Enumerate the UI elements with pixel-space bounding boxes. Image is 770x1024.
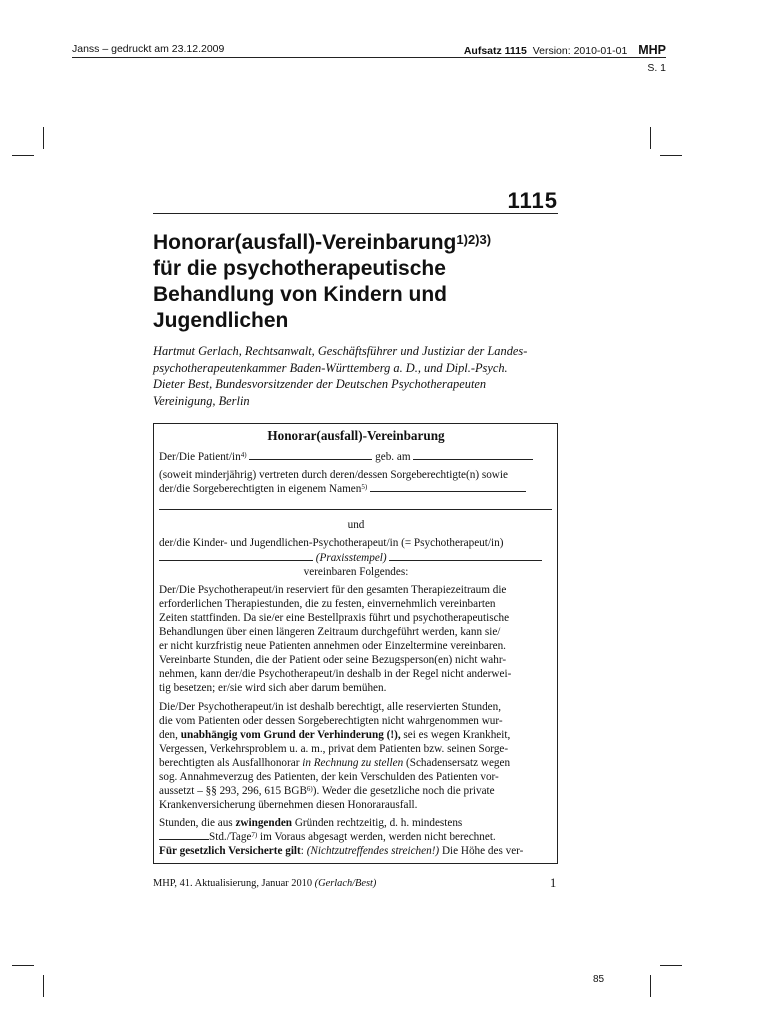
guardian-line (159, 482, 553, 496)
title-footnote: 1)2)3) (456, 232, 492, 247)
para-line: Vergessen, Verkehrsproblem u. a. m., privat dem Patienten bzw. seinen Sorge- (159, 742, 509, 755)
author-line: Dieter Best, Bundesvorsitzender der Deutschen Psychotherapeuten (153, 377, 487, 391)
emphasis-text: zwingenden (235, 817, 293, 830)
crop-mark (650, 127, 651, 149)
para-line: Die/Der Psychotherapeut/in ist deshalb berechtigt, alle reservierten Stunden, (159, 700, 502, 713)
title-line: für die psychotherapeutische (153, 257, 446, 280)
para-line: sog. Annahmeverzug des Patienten, der kein Verschulden des Patienten vor- (159, 770, 499, 783)
born-label: geb. am (375, 451, 411, 463)
birthdate-field[interactable] (413, 450, 533, 460)
crop-mark (12, 155, 34, 156)
article-title (153, 230, 573, 334)
emphasis-text: Für gesetzlich Versicherte gilt (159, 845, 301, 858)
para-line: Krankenversicherung übernehmen diesen Honorarausfall. (159, 799, 418, 812)
stamp-field-left[interactable] (159, 551, 313, 561)
para-line (159, 844, 553, 858)
guardian-line: (soweit minderjährig) vertreten durch deren/dessen Sorgeberechtigte(n) sowie (159, 469, 508, 482)
para-line: erforderlichen Therapiestunden, die zu festen, einvernehmlich vereinbarten (159, 597, 496, 610)
header-meta (464, 43, 666, 57)
text-run: den, (159, 728, 181, 741)
para-line: Vereinbarte Stunden, die der Patient oder seine Bezugsperson(en) nicht wahr- (159, 654, 507, 667)
stamp-field-right[interactable] (389, 551, 542, 561)
crop-mark (650, 975, 651, 997)
footer-page: 1 (550, 876, 557, 890)
title-line: Honorar(ausfall)-Vereinbarung (153, 231, 457, 254)
authors (153, 343, 563, 409)
para-line (159, 756, 553, 770)
footnote-ref: 7) (251, 831, 258, 840)
text-run: aussetzt – §§ 293, 296, 615 BGB (159, 785, 307, 798)
guardian-continued-line (159, 500, 553, 514)
text-run: Die Höhe des ver- (439, 845, 524, 858)
text-run: (Schadensersatz wegen (403, 756, 511, 769)
therapist-line: der/die Kinder- und Jugendlichen-Psychotherapeut/in (= Psychotherapeut/in) (159, 537, 504, 550)
crop-mark (660, 155, 682, 156)
title-line: Jugendlichen (153, 309, 289, 332)
para-line (159, 816, 553, 830)
footnote-ref: 5) (361, 483, 368, 492)
footnote-ref: 4) (240, 451, 247, 459)
italic-text: in Rechnung zu stellen (302, 756, 404, 769)
text-run: Gründen rechtzeitig, d. h. mindestens (292, 817, 463, 830)
para-line (159, 728, 553, 742)
author-line: psychotherapeutenkammer Baden-Württemberg a. D., und Dipl.-Psych. (153, 360, 508, 375)
agreement-form (153, 423, 558, 864)
brand-label: MHP (638, 43, 666, 57)
para-line: tig besetzen; er/sie wird sich aber darum bemühen. (159, 682, 387, 695)
text-run: berechtigten als Ausfallhonorar (159, 756, 303, 769)
para-line: Zeiten stattfinden. Da sie/er eine Bestellpraxis führt und psychotherapeutische (159, 611, 510, 624)
title-rule (153, 213, 558, 214)
patient-label: Der/Die Patient/in (159, 451, 241, 463)
crop-mark (660, 965, 682, 966)
version-label: Version: 2010-01-01 (532, 45, 628, 57)
aufsatz-label: Aufsatz 1115 (463, 45, 527, 57)
footer-authors: (Gerlach/Best) (314, 878, 377, 889)
stamp-line (159, 551, 553, 565)
stamp-label: (Praxisstempel) (315, 551, 387, 564)
patient-line (159, 450, 553, 464)
para-line: Der/Die Psychotherapeut/in reserviert für den gesamten Therapiezeitraum die (159, 583, 507, 596)
para-line (159, 784, 553, 798)
header-page: S. 1 (647, 62, 666, 74)
crop-mark (43, 127, 44, 149)
emphasis-text: unabhängig vom Grund der Verhinderung (!), (180, 728, 401, 741)
title-line: Behandlung von Kindern und (153, 283, 447, 306)
text-run: : (300, 845, 307, 858)
para-line (159, 830, 553, 844)
form-title: Honorar(ausfall)-Vereinbarung (267, 428, 445, 443)
para-line: er nicht kurzfristig neue Patienten annehmen oder Einzeltermine vereinbaren. (159, 640, 506, 653)
footnote-ref: 6) (306, 785, 313, 794)
agree-label: vereinbaren Folgendes: (303, 565, 409, 578)
guardian-label: der/die Sorgeberechtigten in eigenem Namen (159, 483, 362, 496)
para-line: Behandlungen über einen längeren Zeitraum durchgeführt werden, kann sie/ (159, 626, 501, 639)
print-info: Janss – gedruckt am 23.12.2009 (72, 43, 225, 55)
crop-mark (43, 975, 44, 997)
crop-mark (12, 965, 34, 966)
text-run: ). Weder die gesetzliche noch die private (312, 785, 495, 798)
article-number: 1115 (507, 188, 558, 213)
text-run: im Voraus abgesagt werden, werden nicht berechnet. (257, 831, 496, 844)
para-line: die vom Patienten oder dessen Sorgeberechtigten nicht wahrgenommen wur- (159, 714, 503, 727)
text-run: Std./Tage (209, 831, 252, 844)
guardian-name-field-2[interactable] (159, 500, 552, 510)
page-number: 85 (593, 974, 605, 985)
italic-text: (Nichtzutreffendes streichen!) (306, 845, 440, 858)
footer-citation (153, 878, 376, 889)
author-line: Hartmut Gerlach, Rechtsanwalt, Geschäftsführer und Justiziar der Landes- (153, 344, 528, 358)
notice-hours-field[interactable] (159, 830, 209, 840)
para-line: nehmen, kann der/die Psychotherapeut/in deshalb in der Regel nicht anderwei- (159, 668, 512, 681)
header-rule (72, 57, 666, 58)
text-run: Stunden, die aus (159, 817, 236, 830)
text-run: sei es wegen Krankheit, (400, 728, 511, 741)
footer-text: MHP, 41. Aktualisierung, Januar 2010 (153, 878, 315, 889)
author-line: Vereinigung, Berlin (153, 393, 250, 408)
patient-name-field[interactable] (249, 450, 372, 460)
and-label: und (347, 519, 365, 532)
guardian-name-field[interactable] (370, 482, 526, 492)
